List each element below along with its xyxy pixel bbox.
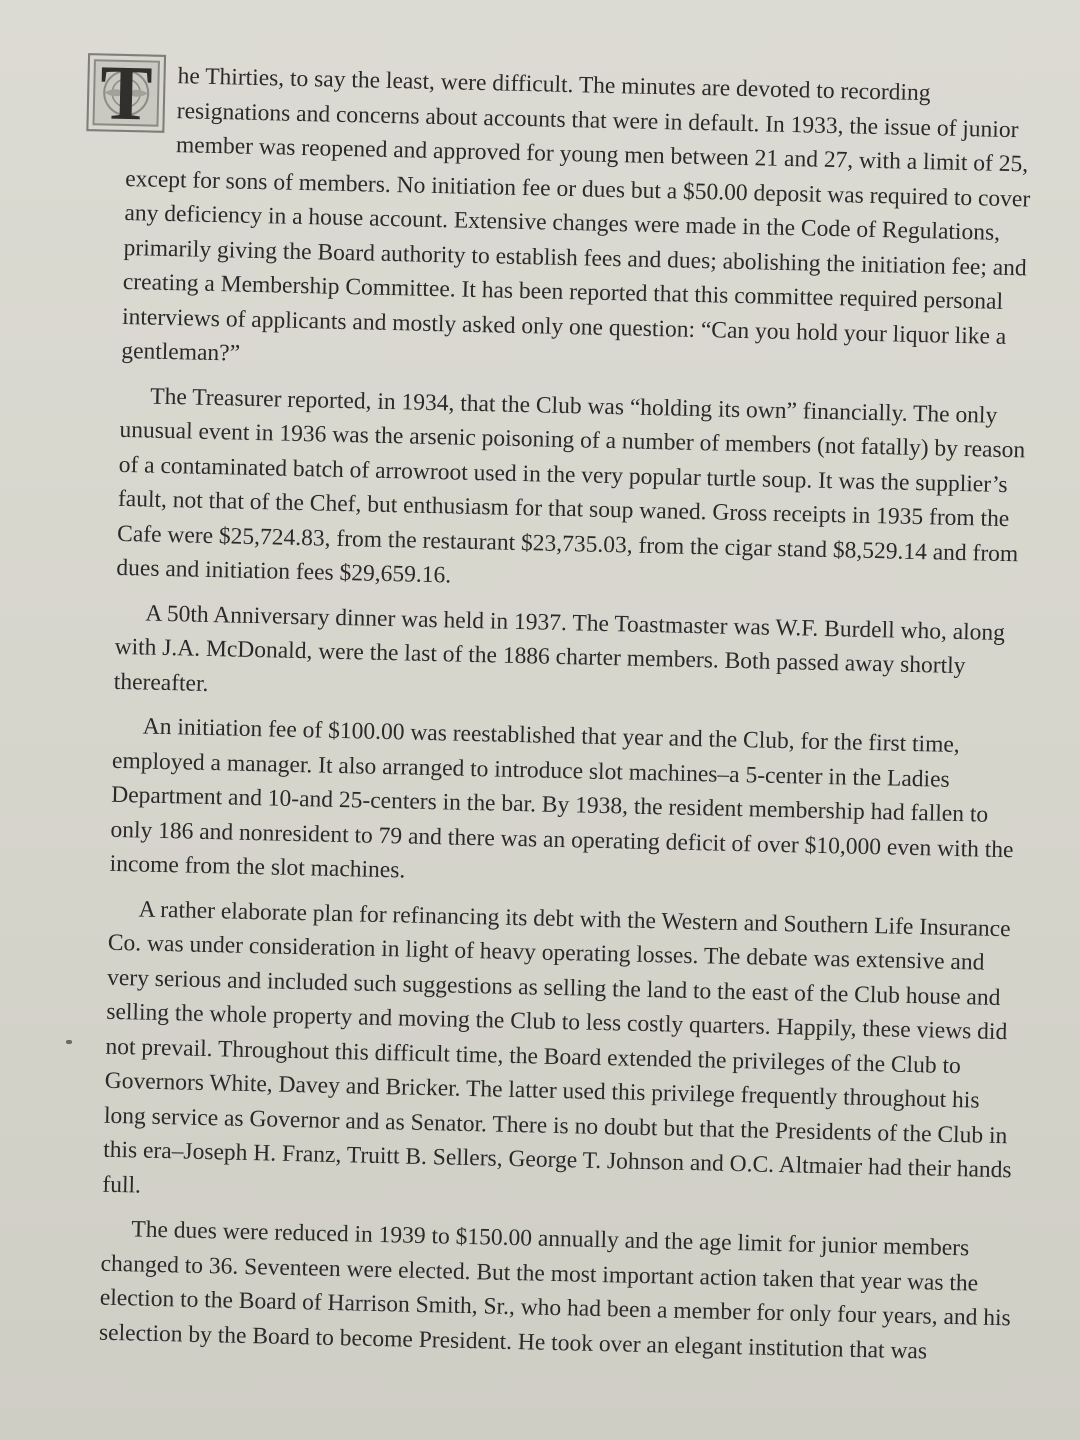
- paragraph-6: The dues were reduced in 1939 to $150.00 annually and the age limit for junior members changed to 36. Seventeen were elected. But the most important action taken that year was the election to the Board of Harrison Smith, Sr., who had been a member for only four years, and his selection by the Board to become President. He took over an elegant institution that was: [98, 1216, 1011, 1364]
- drop-cap-letter: T: [99, 48, 154, 137]
- paragraph-2: The Treasurer reported, in 1934, that the Club was “holding its own” financially. The only unusual event in 1936 was the arsenic poisoning of a number of members (not fatally) by reason of a contaminated batch of arrowroot used in the very popular turtle soup. It was the supplier’s fault, not that of the Chef, but enthusiasm for that soup waned. Gross receipts in 1935 from the Cafe were $25,724.83, from the restaurant $23,735.03, from the cigar stand $8,529.14 and from dues and initiation fees $29,659.16.: [116, 383, 1026, 589]
- paragraph-3: A 50th Anniversary dinner was held in 1937. The Toastmaster was W.F. Burdell who, along with J.A. McDonald, were the last of the 1886 charter members. Both passed away shortly thereafter.: [113, 600, 1006, 697]
- paragraph-4: An initiation fee of $100.00 was reestablished that year and the Club, for the first time, employed a manager. It also arranged to introduce slot machines–a 5-center in the Ladies Department and 10-and 25-centers in the bar. By 1938, the resident membership had fallen to only 186 and nonresident to 79 and there was an operating deficit of over $10,000 even with the income from the slot machines.: [109, 713, 1014, 884]
- paragraph-1-text: he Thirties, to say the least, were difficult. The minutes are devoted to recording resignations and concerns about accounts that were in default. In 1933, the issue of junior member was reopened and approved for young men between 21 and 27, with a limit of 25, except for sons of members. No initiation fee or dues but a $50.00 deposit was required to cover any deficiency in a house account. Extensive changes were made in the Code of Regulations, primarily giving the Board authority to establish fees and dues; abolishing the initiation fee; and creating a Membership Committee. It has been reported that this committee required personal interviews of applicants and mostly asked only one question: “Can you hold your liquor like a gentleman?”: [121, 63, 1031, 367]
- body-text: [98, 48, 1047, 1381]
- margin-pencil-mark: [66, 1040, 72, 1044]
- paragraph-1: [99, 48, 1048, 389]
- paragraph-5: A rather elaborate plan for refinancing its debt with the Western and Southern Life Insurance Co. was under consideration in light of heavy operating losses. The debate was extensive and very serious and included such suggestions as selling the land to the east of the Club house and selling the whole property and moving the Club to less costly quarters. Happily, these views did not prevail. Throughout this difficult time, the Board extended the privileges of the Club to Governors White, Davey and Bricker. The latter used this privilege frequently throughout his long service as Governor and as Senator. There is no doubt but that the Presidents of the Club in this era–Joseph H. Franz, Truitt B. Sellers, George T. Johnson and O.C. Altmaier had their hands full.: [102, 895, 1012, 1199]
- drop-cap: [86, 48, 166, 137]
